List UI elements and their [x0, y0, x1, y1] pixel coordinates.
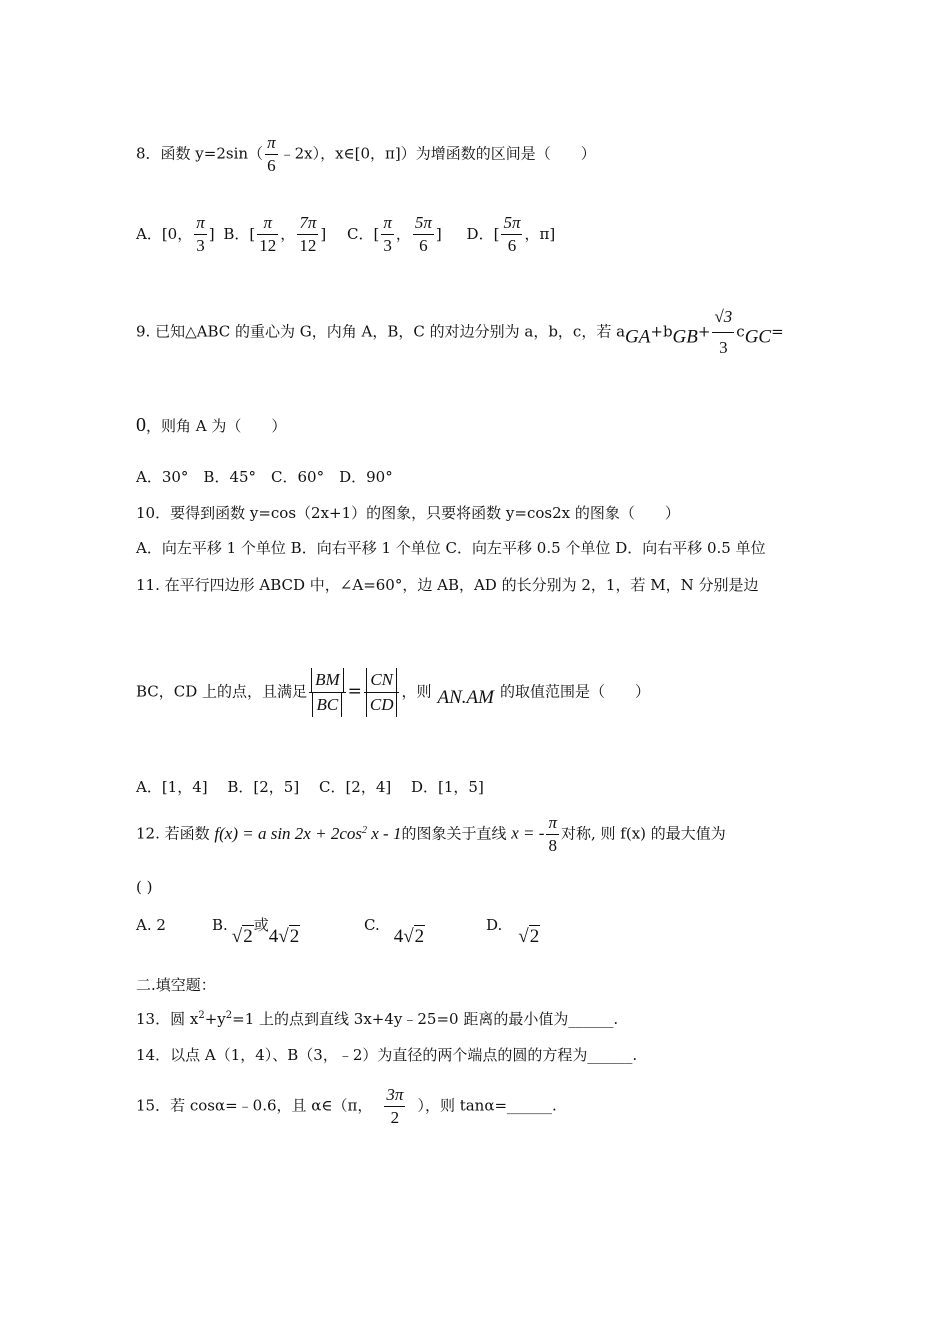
q12-function: f(x) = a $\sin 2x + 2\cos^2$ x - 1 [214, 823, 402, 843]
q11-stem: 11. 在平行四边形 ABCD 中，∠A=60°，边 AB，AD 的长分别为 2，1，若 M，N 分别是边 [136, 576, 759, 594]
q11-ratio-bm-bc: $\frac{BM}{BC}$ [309, 668, 346, 717]
q8-option-b: B．[ $\frac{\pi}{12}$ ， $\frac{7\pi}{12}$ ] [223, 213, 327, 255]
q12-options [136, 914, 540, 947]
section-heading: 二.填空题： [136, 976, 216, 994]
q11-ratio-cn-cd: $\frac{CN}{CD}$ [364, 668, 400, 717]
q8-fraction: $\frac{\pi}{6}$ [267, 133, 276, 175]
q12-stem: 12. 若函数 f(x) = a $\sin 2x + 2\cos^2$ x - 1的图象关于直线 x = - $\frac{\pi}{8}$ 对称, 则 f(x) 的最大值为 [136, 813, 726, 855]
q8-option-a: A．[0， $\frac{\pi}{3}$ ] [136, 213, 215, 255]
q8-option-c: C．[ $\frac{\pi}{3}$ ， $\frac{5\pi}{6}$ ] [346, 213, 442, 255]
q15-stem: 15．若 cosα=﹣0.6，且 α∈（π， $\frac{3\pi}{2}$ ），则 tanα=______. [136, 1085, 557, 1127]
q12-paren: ( ) [136, 878, 153, 896]
q11-stem-cont: BC，CD 上的点，且满足 $\frac{BM}{BC}$ = $\frac{CN}{CD}$ ，则 AN.AM 的取值范围是（ ） [136, 668, 650, 717]
q12-fraction: $\frac{\pi}{8}$ [548, 813, 557, 855]
q11-options: A．[1，4] B．[2，5] C．[2，4] D．[1，5] [136, 778, 484, 796]
q9-options: A．30° B．45° C．60° D．90° [136, 468, 393, 486]
q10-stem: 10．要得到函数 y=cos（2x+1）的图象，只要将函数 y=cos2x 的图象（ ） [136, 504, 680, 522]
q12-option-a: A. 2 [136, 916, 166, 934]
q9-fraction: $\frac{√3}{3}$ [712, 302, 734, 363]
q9-stem-cont: 0，则角 A 为（ ） [136, 414, 287, 436]
q9-stem: 9. 已知△ABC 的重心为 G，内角 A，B，C 的对边分别为 a，b，c，若 aGA+bGB+ $\frac{√3}{3}$ cGC= [136, 302, 784, 363]
q10-options: A．向左平移 1 个单位 B．向右平移 1 个单位 C．向左平移 0.5 个单位 D．向右平移 0.5 单位 [136, 539, 766, 557]
q13-stem: 13．圆 $x^2+y^2=1$ 上的点到直线 3x+4y﹣25=0 距离的最小值为______. [136, 1010, 619, 1028]
q14-stem: 14．以点 A（1，4）、B（3，﹣2）为直径的两个端点的圆的方程为______. [136, 1046, 638, 1064]
q8-stem: 8．函数 y=2sin（ $\frac{\pi}{6}$ ﹣2x），x∈[0，π]）为增函数的区间是（ ） [136, 133, 596, 175]
q12-option-c: C.4√2 [364, 916, 425, 947]
q12-option-b: B.√2或4√2 [212, 916, 300, 947]
q8-option-d: D．[ $\frac{5\pi}{6}$ ，π] [466, 213, 556, 255]
q12-option-d: D.√2 [486, 916, 540, 947]
q8-options [136, 212, 555, 257]
q15-fraction: $\frac{3\pi}{2}$ [386, 1085, 404, 1127]
